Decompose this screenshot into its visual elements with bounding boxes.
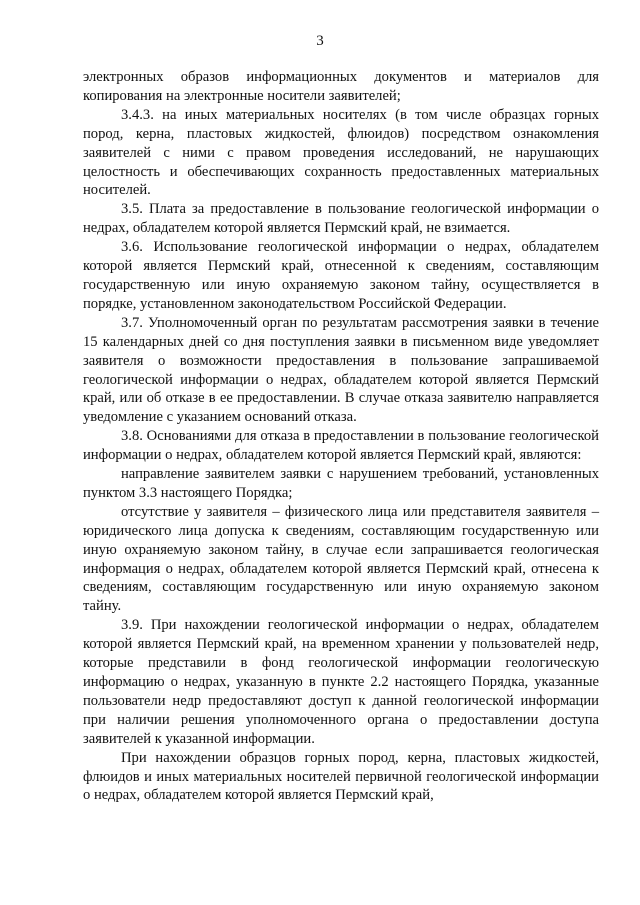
page-number: 3 bbox=[316, 33, 324, 49]
paragraph-3-7: 3.7. Уполномоченный орган по результатам рассмотрения заявки в течение 15 календарных дней со дня поступления заявки в письменном виде уведомляет заявителя о возможности предоставления в пользование запрашиваемой геологической информации о недрах, обладателем которой является Пермский край, или об отказе в ее предоставлении. В случае отказа заявителю направляется уведомление с указанием оснований отказа. bbox=[83, 314, 599, 426]
paragraph-3-8-item-1: направление заявителем заявки с нарушением требований, установленных пунктом 3.3 настоящего Порядка; bbox=[83, 466, 599, 501]
paragraph-3-8-item-2: отсутствие у заявителя – физического лица или представителя заявителя – юридического лица допуска к сведениям, составляющим государственную или иную охраняемую законом тайну, в случае если запрашивается геологическая информация о недрах, обладателем которой является Пермский край, отнесена к сведениям, составляющим государственную или иную охраняемую законом тайну. bbox=[83, 503, 599, 615]
paragraph-3-8: 3.8. Основаниями для отказа в предоставлении в пользование геологической информации о недрах, обладателем которой является Пермский край, являются: bbox=[83, 428, 599, 464]
paragraph-3-4-3: 3.4.3. на иных материальных носителях (в том числе образцах горных пород, керна, пластовых жидкостей, флюидов) посредством ознакомления заявителей с ними с правом проведения исследований, не нарушающих целостность и обеспечивающих сохранность предоставленных материальных носителей. bbox=[83, 106, 599, 199]
paragraph-3-6: 3.6. Использование геологической информации о недрах, обладателем которой является Пермский край, отнесенной к сведениям, составляющим государственную или иную охраняемую законом тайну, осуществляется в порядке, установленном законодательством Российской Федерации. bbox=[83, 239, 599, 312]
document-body bbox=[83, 68, 599, 805]
paragraph-3-9: 3.9. При нахождении геологической информации о недрах, обладателем которой является Пермский край, на временном хранении у пользователей недр, которые представили в фонд геологической информации геологическую информацию о недрах, указанную в пункте 2.2 настоящего Порядка, указанные пользователи недр предоставляют доступ к данной геологической информации при наличии решения уполномоченного органа о предоставлении доступа заявителей к указанной информации. bbox=[83, 617, 599, 747]
paragraph-samples: При нахождении образцов горных пород, керна, пластовых жидкостей, флюидов и иных материальных носителей первичной геологической информации о недрах, обладателем которой является Пермский край, bbox=[83, 749, 599, 804]
paragraph-continuation: электронных образов информационных документов и материалов для копирования на электронные носители заявителей; bbox=[83, 69, 599, 104]
paragraph-3-5: 3.5. Плата за предоставление в пользование геологической информации о недрах, обладателем которой является Пермский край, не взимается. bbox=[83, 201, 599, 237]
